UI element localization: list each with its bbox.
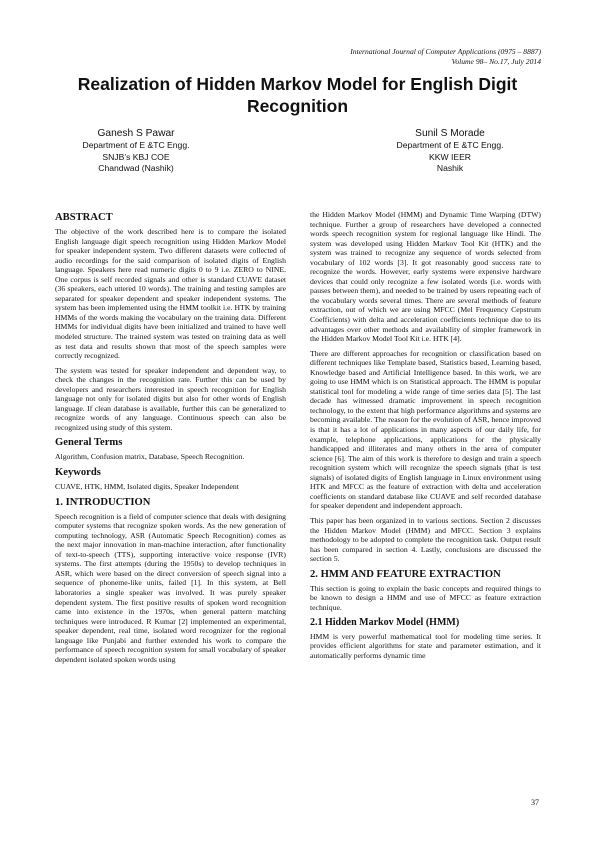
section-heading: 2. HMM AND FEATURE EXTRACTION <box>310 568 501 580</box>
author-affiliation: Department of E &TC Engg. <box>82 140 190 150</box>
general-terms-heading: General Terms <box>55 437 123 449</box>
journal-header <box>281 47 541 67</box>
author-name: Sunil S Morade <box>415 128 485 139</box>
journal-volume: Volume 98– No.17, July 2014 <box>451 57 541 66</box>
body-paragraph: There are different approaches for recognition or classification based on different techniques like Template based, Statistics based, Learning based, Knowledge based and Artificial Intelligence based. In this work, we are going to use HMM which is on Statistical approach. The HMM is popular statistical tool for modeling a wide range of time series data [5]. The last decade has witnessed dramatic improvement in speech recognition technology, to the extent that high performance algorithms and systems are becoming available. The reason for the evolution of ASR, hence improved is that it has a lot of applications in many aspects of our daily life, for example, telephone applications, applications for the physically handicapped and illiterates and many others in the area of computer science [6]. The aim of this work is therefore to design and train a speech recognition system which will recognize the speech signals (that is test signals) of isolated digits of English language in Linux environment using HTK and MFCC as the feature of extraction with delta and acceleration coefficients on standard database like CUAVE and self recorded database for speaker dependent and independent approach. <box>310 348 541 511</box>
body-paragraph: HMM is very powerful mathematical tool for modeling time series. It provides efficient algorithms for state and parameter estimation, and it automatically performs dynamic time <box>310 631 541 660</box>
abstract-paragraph: The objective of the work described here is to compare the isolated English language digit speech recognition using Hidden Markov Model for speaker independent system. Two different datasets were collected of audio recordings for the said comparison of isolated digits of English language. Speakers here read numeric digits 0 to 9 i.e. ZERO to NINE. One corpus is self recorded signals and other is standard CUAVE dataset (36 speakers, each uttered 10 words). The training and testing samples are separated for speaker dependent and speaker independent systems. The system has been implemented using the HMM toolkit i.e. HTK by training HMMs of the words making the vocabulary on the training data. Different HMMs for individual digits have been initialized and trained to have well modeled structure. The trained system was tested on training data as well as test data and results shown that most of the speech samples were correctly recognized. <box>55 227 286 361</box>
author-name: Ganesh S Pawar <box>97 128 175 139</box>
author-affiliation: KKW IEER <box>428 151 472 162</box>
paper-title: Realization of Hidden Markov Model for English Digit Recognition <box>77 74 518 116</box>
general-terms-text: Algorithm, Confusion matrix, Database, Speech Recognition. <box>55 452 245 462</box>
abstract-paragraph: The system was tested for speaker independent and dependent way, to check the changes in the recognition rate. Further this can be used by developers and researchers interested in speech recognition for English language not only for isolated digits but also for other words of English language. If clean database is available, further this can be generalized to recognize words of any language. Continuous speech can also be recognized using study of this system. <box>55 365 286 432</box>
body-paragraph: This paper has been organized in to various sections. Section 2 discusses the Hidden Markov Model (HMM) and MFCC. Section 3 explains methodology to be adopted to complete the recognition task. Output result has been compared in section 4. Lastly, conclusions are discussed the section 5. <box>310 515 541 564</box>
left-column <box>55 210 286 669</box>
abstract-heading: ABSTRACT <box>55 212 113 223</box>
keywords-text: CUAVE, HTK, HMM, Isolated digits, Speaker Independent <box>55 482 239 492</box>
author-affiliation: Chandwad (Nashik) <box>98 163 174 174</box>
author-affiliation: SNJB’s KBJ COE <box>102 151 170 162</box>
author-block-2 <box>360 127 540 175</box>
author-affiliation: Nashik <box>436 163 464 174</box>
body-paragraph: the Hidden Markov Model (HMM) and Dynamic Time Warping (DTW) technique. Further a group of researchers have developed a connected words speech recognition system for regional language like Hindi. The system was developed using Hidden Markov Tool Kit (HTK) and the system was trained to recognize any sequence of words selected from vocabulary of 102 words [3]. It got reasonably good success rate to recognize the words. However, early systems were expensive hardware devices that could only recognize a few isolated words (i.e. words with pauses between them), and needed to be trained by users repeating each of the vocabulary words several times. There are several methods of feature extraction, out of which we are using MFCC (Mel Frequency Cepstrum Coefficients) with delta and acceleration coefficients technique due to its advantages over other methods and availability of simpler framework in the Hidden Markov Model Tool Kit i.e. HTK [4]. <box>310 210 541 344</box>
introduction-heading: 1. INTRODUCTION <box>55 496 151 508</box>
introduction-paragraph: Speech recognition is a field of computer science that deals with designing computer systems that recognize spoken words. As the new generation of computing technology, ASR (Automatic Speech Recognition) comes as the next major innovation in man-machine interaction, after functionality of text-to-speech (TTS), supporting interactive voice response (IVR) systems. The first attempts (during the 1950s) to develop techniques in ASR, which were based on the direct conversion of speech signal into a sequence of phoneme-like units, failed [1]. In this system, at Bell laboratories a single speaker was involved. It was purely speaker dependent system. The first positive results of spoken word recognition came into existence in the 1970s, when general pattern matching techniques were introduced. R Kumar [2] implemented an experimental, speaker dependent, real time, isolated word recognizer for the regional language like Punjabi and further extended his work to compare the performance of speech recognition system for small vocabulary of speaker dependent isolated spoken words using <box>55 511 286 664</box>
body-paragraph: This section is going to explain the basic concepts and required things to be known to design a HMM and use of MFCC as feature extraction technique. <box>310 583 541 612</box>
right-column <box>310 210 541 665</box>
journal-name: International Journal of Computer Applications (0975 – 8887) <box>350 47 541 56</box>
author-block-1 <box>46 127 226 175</box>
keywords-heading: Keywords <box>55 467 101 479</box>
subsection-heading: 2.1 Hidden Markov Model (HMM) <box>310 617 460 629</box>
author-affiliation: Department of E &TC Engg. <box>396 140 504 150</box>
page-number: 37 <box>531 798 539 807</box>
